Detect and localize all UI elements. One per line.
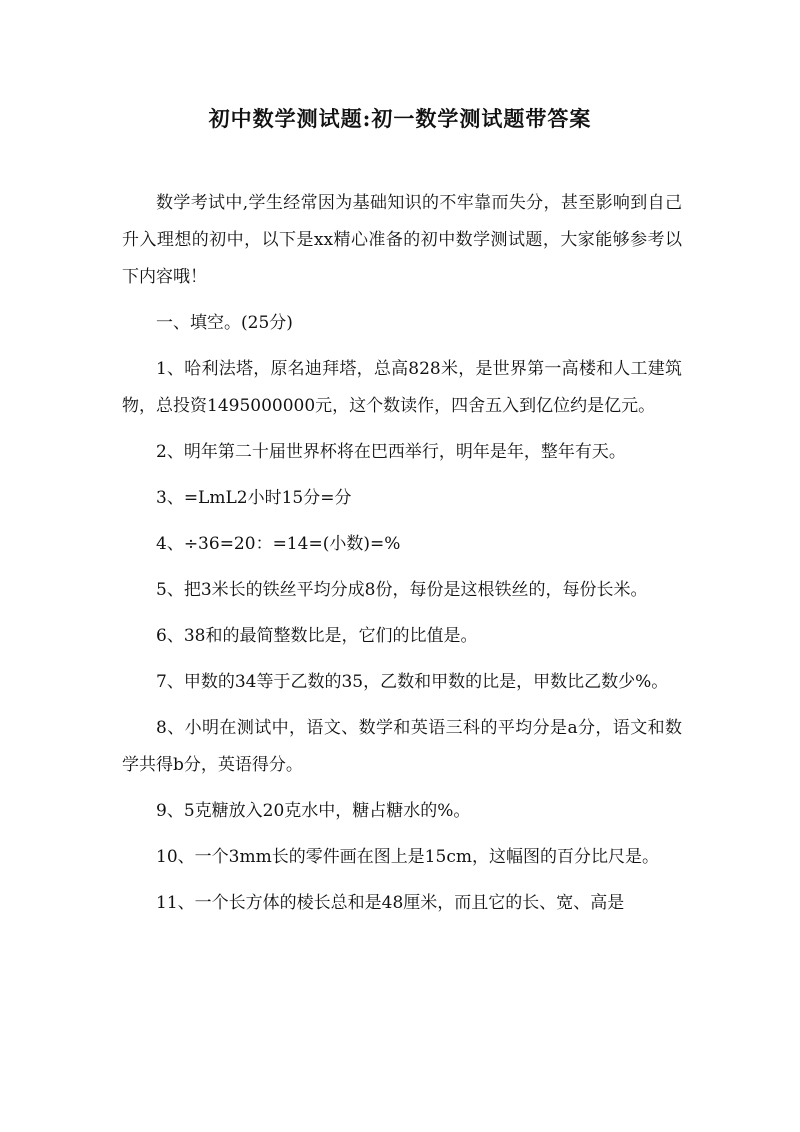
document-title: 初中数学测试题:初一数学测试题带答案 [208, 106, 592, 131]
question-8: 8、小明在测试中，语文、数学和英语三科的平均分是a分，语文和数学共得b分，英语得分。 [122, 718, 682, 775]
question-3: 3、=LmL2小时15分=分 [156, 488, 352, 508]
question-11: 11、一个长方体的棱长总和是48厘米，而且它的长、宽、高是 [156, 893, 625, 913]
question-2: 2、明年第二十届世界杯将在巴西举行，明年是年，整年有天。 [156, 442, 626, 462]
question-6: 6、38和的最简整数比是，它们的比值是。 [156, 626, 478, 646]
question-5: 5、把3米长的铁丝平均分成8份，每份是这根铁丝的，每份长米。 [156, 580, 648, 600]
question-9: 9、5克糖放入20克水中，糖占糖水的%。 [156, 801, 471, 821]
document-body [122, 185, 682, 922]
intro-paragraph: 数学考试中,学生经常因为基础知识的不牢靠而失分，甚至影响到自己升入理想的初中，以下是xx精心准备的初中数学测试题，大家能够参考以下内容哦！ [122, 193, 682, 287]
section-heading: 一、填空。(25分) [156, 313, 293, 333]
question-7: 7、甲数的34等于乙数的35，乙数和甲数的比是，甲数比乙数少%。 [156, 672, 669, 692]
question-1: 1、哈利法塔，原名迪拜塔，总高828米，是世界第一高楼和人工建筑物，总投资1495000000元，这个数读作，四舍五入到亿位约是亿元。 [122, 359, 682, 416]
question-4: 4、÷36=20：=14=(小数)=% [156, 534, 401, 554]
question-10: 10、一个3mm长的零件画在图上是15cm，这幅图的百分比尺是。 [156, 847, 659, 867]
